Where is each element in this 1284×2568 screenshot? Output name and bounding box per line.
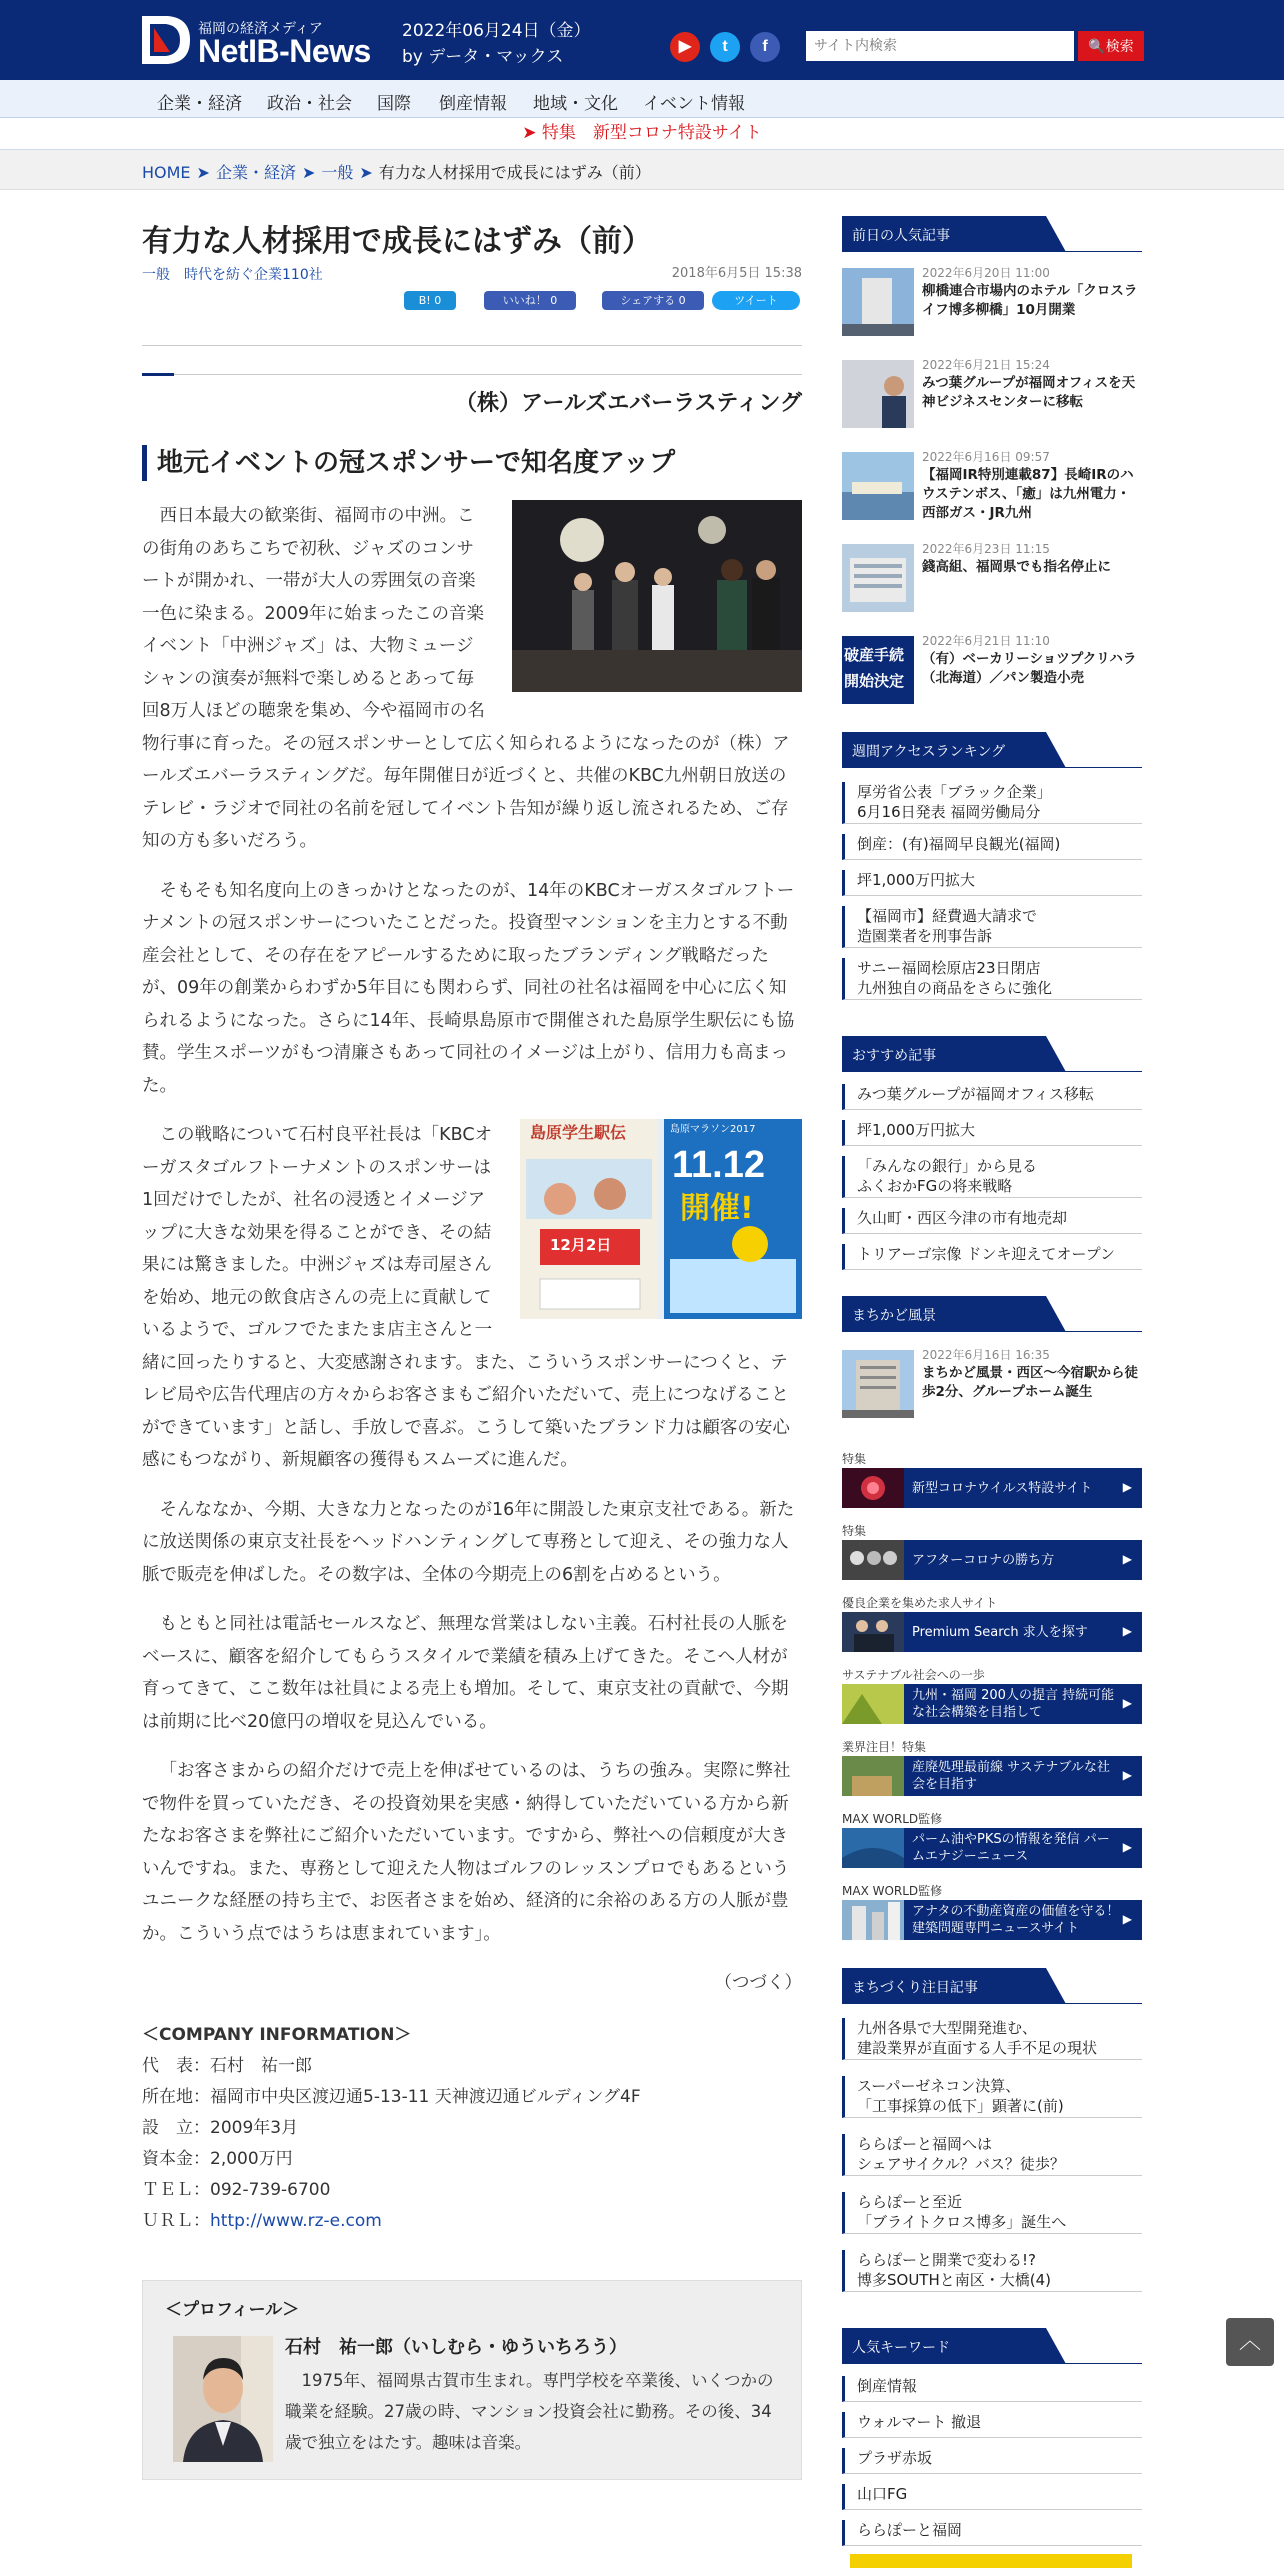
recommend-item[interactable]: トリアーゴ宗像 ドンキ迎えてオープン: [842, 1244, 1142, 1270]
breadcrumb: [142, 160, 651, 183]
chevron-right-icon: ▶: [1122, 1768, 1132, 1782]
logo-text[interactable]: NetIB-News: [198, 33, 371, 69]
popular-item[interactable]: [842, 264, 1142, 336]
twitter-icon[interactable]: t: [710, 32, 740, 62]
machizukuri-header-label: まちづくり注目記事: [852, 1980, 978, 1996]
popular-thumb: [842, 452, 914, 520]
popular-title[interactable]: （有）ベーカリーショツプクリハラ（北海道）／パン製造小売: [922, 651, 1137, 686]
popular-title[interactable]: 錢高組、福岡県でも指名停止に: [922, 559, 1111, 575]
article-paragraph: この戦略について石村良平社長は「KBCオーガスタゴルフトーナメントのスポンサーは1回だけでしたが、社名の浸透とイメージアップに大きな効果を得ることができ、その結果には驚きました。中洲ジャズは寿司屋さんを始め、地元の飲食店さんの売上に貢献しているようで、ゴルフでたまたま店主さんと一緒に回ったりすると、大変感謝されます。また、こういうスポンサーにつくと、テレビ局や広告代理店の方々からお客さまもご紹介いただいて、売上につなげることができています」と話し、手放しで喜ぶ。こうして築いたブランド力は顧客の安心感にもつながり、新規顧客の獲得もスムーズに進んだ。: [142, 1125, 790, 1470]
divider: [142, 345, 802, 346]
popular-date: 2022年6月21日 15:24: [922, 358, 1050, 372]
ranking-item[interactable]: 倒産：(有)福岡早良観光(福岡): [842, 834, 1142, 860]
divider: [142, 374, 802, 375]
recommend-header: [842, 1036, 1142, 1072]
machizukuri-header: [842, 1968, 1142, 2004]
company-name: （株）アールズエバーラスティング: [455, 391, 802, 416]
feature-banner[interactable]: [842, 1900, 1142, 1940]
article-category[interactable]: 一般 時代を紡ぐ企業110社: [142, 267, 323, 283]
feature-label: 業界注目！特集: [842, 1740, 927, 1754]
feature-image: [842, 1900, 904, 1940]
company-info-row: ＴＥＬ：092-739-6700: [142, 2179, 331, 2200]
chevron-right-icon: ➤: [301, 163, 316, 182]
article-body: [142, 500, 802, 2237]
feature-banner[interactable]: [842, 1756, 1142, 1796]
popular-title[interactable]: 柳橋連合市場内のホテル「クロスライフ博多柳橋」10月開業: [922, 283, 1138, 318]
feature-banner[interactable]: [842, 1540, 1142, 1580]
ranking-item[interactable]: 坪1,000万円拡大: [842, 870, 1142, 896]
article-paragraph: もともと同社は電話セールスなど、無理な営業はしない主義。石村社長の人脈をベースに、顧客を紹介してもらうスタイルで業績を積み上げてきた。そこへ人材が育ってきて、ここ数年は社員による売上も増加。そして、東京支社の貢献で、今期は前期に比べ20億円の増収を見込んでいる。: [142, 1614, 789, 1732]
search-input[interactable]: [806, 31, 1074, 61]
breadcrumb-current: 有力な人材採用で成長にはずみ（前）: [378, 163, 651, 182]
breadcrumb-home[interactable]: HOME: [142, 163, 191, 182]
machikado-thumb: [842, 1350, 914, 1418]
company-info: [142, 2020, 802, 2237]
main-nav: [0, 80, 1284, 118]
netib-logo-icon[interactable]: [140, 14, 194, 66]
company-url-link[interactable]: http://www.rz-e.com: [210, 2210, 382, 2231]
popular-thumb: [842, 268, 914, 336]
tweet-button[interactable]: ツイート: [712, 291, 800, 310]
bottom-banner[interactable]: [850, 2554, 1132, 2568]
jazz-concert-photo: [512, 500, 802, 692]
nav-item-international[interactable]: 国際: [377, 94, 411, 114]
nav-item-events[interactable]: イベント情報: [643, 94, 745, 114]
nav-item-business[interactable]: 企業・経済: [157, 94, 242, 114]
feature-image: [842, 1756, 904, 1796]
nav-item-bankruptcy[interactable]: 倒産情報: [439, 94, 507, 114]
poster-right-date: 11.12: [672, 1144, 765, 1186]
search-button-label: 検索: [1105, 39, 1134, 55]
chevron-right-icon: ▶: [1122, 1624, 1132, 1638]
feature-banner[interactable]: [842, 1684, 1142, 1724]
popular-item[interactable]: [842, 356, 1142, 428]
profile-photo: [173, 2336, 273, 2462]
feature-image: [842, 1828, 904, 1868]
facebook-like-button[interactable]: いいね！ 0: [484, 291, 576, 310]
search-icon: 🔍: [1088, 39, 1106, 55]
facebook-share-button[interactable]: シェアする 0: [602, 291, 704, 310]
machizukuri-item[interactable]: ららぽーと福岡へは シェアサイクル？バス？徒歩？: [842, 2134, 1142, 2176]
machikado-item[interactable]: [842, 1346, 1142, 1418]
popular-header-label: 前日の人気記事: [852, 228, 950, 244]
chevron-right-icon: ▶: [1122, 1480, 1132, 1494]
machizukuri-item[interactable]: ららぽーと開業で変わる!? 博多SOUTHと南区・大橋(4): [842, 2250, 1142, 2292]
chevron-right-icon: ▶: [1122, 1552, 1132, 1566]
recommend-item[interactable]: 坪1,000万円拡大: [842, 1120, 1142, 1146]
breadcrumb-general[interactable]: 一般: [321, 163, 354, 182]
feature-label: 優良企業を集めた求人サイト: [842, 1596, 998, 1610]
keyword-header-label: 人気キーワード: [852, 2340, 950, 2356]
site-header: [0, 0, 1284, 80]
youtube-icon[interactable]: ▶: [670, 32, 700, 62]
breadcrumb-bar: [0, 150, 1284, 190]
breadcrumb-business[interactable]: 企業・経済: [215, 163, 296, 182]
popular-item[interactable]: [842, 448, 1142, 520]
machizukuri-item[interactable]: スーパーゼネコン決算、 「工事採算の低下」顕著に(前): [842, 2076, 1142, 2118]
popular-item[interactable]: [842, 540, 1142, 612]
recommend-header-label: おすすめ記事: [852, 1048, 937, 1064]
chevron-right-icon: ➤: [196, 163, 210, 182]
chevron-right-icon: ▶: [1122, 1696, 1132, 1710]
popular-title[interactable]: 【福岡IR特別連載87】長崎IRのハウステンボス、「癒」は九州電力・西部ガス・JR九州: [922, 467, 1134, 521]
feature-label: 特集: [842, 1452, 867, 1466]
feature-image: [842, 1684, 904, 1724]
feature-banner[interactable]: [842, 1468, 1142, 1508]
poster-left-title: 島原学生駅伝: [530, 1123, 627, 1142]
article-title: 有力な人材採用で成長にはずみ（前）: [142, 224, 652, 259]
poster-right-open: 開催!: [680, 1191, 754, 1226]
header-by-datamax[interactable]: by データ・マックス: [402, 47, 564, 67]
feature-banner[interactable]: [842, 1828, 1142, 1868]
machizukuri-item[interactable]: ららぽーと至近 「ブライトクロス博多」誕生へ: [842, 2192, 1142, 2234]
keyword-item[interactable]: 倒産情報: [842, 2376, 1142, 2402]
feature-text: 産廃処理最前線 サステナブルな社会を目指す: [912, 1760, 1110, 1792]
event-posters-image: [520, 1119, 802, 1319]
company-info-row: 所在地：福岡市中央区渡辺通5-13-11 天神渡辺通ビルディング4F: [142, 2086, 641, 2107]
profile-name: 石村 祐一郎（いしむら・ゆういちろう）: [285, 2337, 627, 2358]
popular-title[interactable]: みつ葉グループが福岡オフィスを天神ビジネスセンターに移転: [922, 375, 1136, 410]
machikado-date: 2022年6月16日 16:35: [922, 1348, 1050, 1362]
machikado-title[interactable]: まちかど風景・西区～今宿駅から徒歩2分、グループホーム誕生: [922, 1365, 1138, 1400]
company-info-title: ＜COMPANY INFORMATION＞: [142, 2024, 412, 2045]
ranking-header-label: 週間アクセスランキング: [852, 744, 1006, 760]
hatena-bookmark-button[interactable]: B! 0: [404, 291, 456, 310]
to-be-continued: （つづく）: [714, 1973, 802, 1993]
ranking-item[interactable]: サニー福岡桧原店23日閉店 九州独自の商品をさらに強化: [842, 958, 1142, 1000]
nav-item-politics[interactable]: 政治・社会: [267, 94, 352, 114]
popular-date: 2022年6月21日 11:10: [922, 634, 1050, 648]
chevron-right-icon: ▶: [1122, 1840, 1132, 1854]
poster-left-date: 12月2日: [550, 1236, 612, 1254]
feature-text: パーム油やPKSの情報を発信 パームエナジーニュース: [912, 1832, 1110, 1864]
feature-label: MAX WORLD監修: [842, 1884, 943, 1898]
article-subheading: 地元イベントの冠スポンサーで知名度アップ: [142, 445, 675, 481]
special-corona-label: 特集 新型コロナ特設サイト: [541, 123, 762, 143]
popular-thumb: [842, 544, 914, 612]
chevron-up-icon: ︿: [1238, 2329, 1261, 2354]
ranking-item[interactable]: 厚労省公表「ブラック企業」 6月16日発表 福岡労働局分: [842, 782, 1142, 824]
feature-banner[interactable]: [842, 1612, 1142, 1652]
recommend-item[interactable]: 久山町・西区今津の市有地売却: [842, 1208, 1142, 1234]
facebook-icon[interactable]: f: [750, 32, 780, 62]
article-paragraph: 西日本最大の歓楽街、福岡市の中洲。この街角のあちこちで初秋、ジャズのコンサートが開かれ、一帯が大人の雰囲気の音楽一色に染まる。2009年に始まったこの音楽イベント「中洲ジャズ」は、大物ミュージシャンの演奏が無料で楽しめるとあって毎回8万人ほどの聴衆を集め、今や福岡市の名物行事に育った。その冠スポンサーとして広く知られるようになったのが（株）アールズエバーラスティングだ。毎年開催日が近づくと、共催のKBC九州朝日放送のテレビ・ラジオで同社の名前を冠してイベント告知が繰り返し流されるため、ご存知の方も多いだろう。: [142, 506, 790, 851]
feature-label: MAX WORLD監修: [842, 1812, 943, 1826]
article-paragraph: そもそも知名度向上のきっかけとなったのが、14年のKBCオーガスタゴルフトーナメントの冠スポンサーについたことだった。投資型マンションを主力とする不動産会社として、その存在をアピールするために取ったブランディング戦略だったが、09年の創業からわずか5年目にも関わらず、同社の社名は福岡を中心に広く知られるようになった。さらに14年、長崎県島原市で開催された島原学生駅伝にも協賛。学生スポーツがもつ清廉さもあって同社のイメージは上がり、信用力も高まった。: [142, 880, 795, 1096]
article-date: 2018年6月5日 15:38: [671, 266, 802, 281]
company-info-row: 資本金：2,000万円: [142, 2148, 293, 2169]
poster-right-title: 島原マラソン2017: [670, 1124, 756, 1135]
feature-text: アフターコロナの勝ち方: [912, 1552, 1055, 1568]
company-info-row: 設 立：2009年3月: [142, 2117, 299, 2138]
ranking-item[interactable]: 【福岡市】経費過大請求で 造園業者を刑事告訴: [842, 906, 1142, 948]
popular-thumb: [842, 360, 914, 428]
machikado-header: [842, 1296, 1142, 1332]
keyword-item[interactable]: 山口FG: [842, 2484, 1142, 2510]
company-info-row: 代 表：石村 祐一郎: [142, 2055, 312, 2076]
divider-accent: [142, 373, 174, 376]
feature-image: [842, 1540, 904, 1580]
keyword-header: [842, 2328, 1142, 2364]
popular-header: [842, 216, 1142, 252]
keyword-item[interactable]: プラザ赤坂: [842, 2448, 1142, 2474]
feature-text: Premium Search 求人を探す: [912, 1624, 1088, 1640]
logo-tagline: 福岡の経済メディア: [198, 21, 323, 37]
chevron-right-icon: ➤: [359, 163, 373, 182]
feature-label: 特集: [842, 1524, 867, 1538]
feature-text: 新型コロナウイルス特設サイト: [912, 1480, 1093, 1496]
feature-image: [842, 1612, 904, 1652]
machikado-header-label: まちかど風景: [852, 1308, 936, 1324]
feature-text: 九州・福岡 200人の提言 持続可能な社会構築を目指して: [912, 1688, 1115, 1720]
ranking-header: [842, 732, 1142, 768]
feature-label: サステナブル社会への一歩: [842, 1668, 985, 1682]
profile-heading: ＜プロフィール＞: [165, 2300, 300, 2320]
keyword-item[interactable]: ウォルマート 撤退: [842, 2412, 1142, 2438]
chevron-right-icon: ▶: [1122, 1912, 1132, 1926]
nav-item-region[interactable]: 地域・文化: [533, 94, 618, 114]
popular-date: 2022年6月23日 11:15: [922, 542, 1050, 556]
profile-box: [142, 2280, 802, 2480]
popular-date: 2022年6月16日 09:57: [922, 450, 1050, 464]
recommend-item[interactable]: 「みんなの銀行」から見る ふくおかFGの将来戦略: [842, 1156, 1142, 1198]
special-corona-link[interactable]: [0, 118, 1284, 150]
popular-item[interactable]: [842, 632, 1142, 704]
keyword-item[interactable]: ららぽーと福岡: [842, 2520, 1142, 2546]
recommend-item[interactable]: みつ葉グループが福岡オフィス移転: [842, 1084, 1142, 1110]
search-button[interactable]: [1078, 31, 1144, 61]
profile-text: 1975年、福岡県古賀市生まれ。専門学校を卒業後、いくつかの職業を経験。27歳の時、マンション投資会社に勤務。その後、34歳で独立をはたす。趣味は音楽。: [285, 2371, 774, 2452]
bankruptcy-thumb: 破産手続開始決定: [842, 636, 914, 704]
article-paragraph: 「お客さまからの紹介だけで売上を伸ばせているのは、うちの強み。実際に弊社で物件を買っていただき、その投資効果を実感・納得していただいている方から新たなお客さまを弊社にご紹介いただいています。ですから、弊社への信頼度が大きいんですね。また、専務として迎えた人物はゴルフのレッスンプロでもあるというユニークな経歴の持ち主で、お医者さまを始め、経済的に余裕のある方の人脈が豊か。こういう点ではうちは恵まれています」。: [142, 1761, 791, 1944]
feature-text: アナタの不動産資産の価値を守る！建築問題専門ニュースサイト: [912, 1904, 1120, 1936]
article-paragraph: そんななか、今期、大きな力となったのが16年に開設した東京支社である。新たに放送関係の東京支社長をヘッドハンティングして専務として迎え、その強力な人脈で販売を伸ばした。その数字は、全体の今期売上の6割を占めるという。: [142, 1499, 795, 1585]
machizukuri-item[interactable]: 九州各県で大型開発進む、 建設業界が直面する人手不足の現状: [842, 2018, 1142, 2060]
header-date: 2022年06月24日（金）: [402, 21, 591, 41]
popular-date: 2022年6月20日 11:00: [922, 266, 1050, 280]
chevron-right-icon: ➤: [522, 123, 542, 143]
feature-image: [842, 1468, 904, 1508]
back-to-top-button[interactable]: [1226, 2318, 1274, 2366]
company-info-url-row: ＵＲＬ：http://www.rz-e.com: [142, 2210, 382, 2231]
